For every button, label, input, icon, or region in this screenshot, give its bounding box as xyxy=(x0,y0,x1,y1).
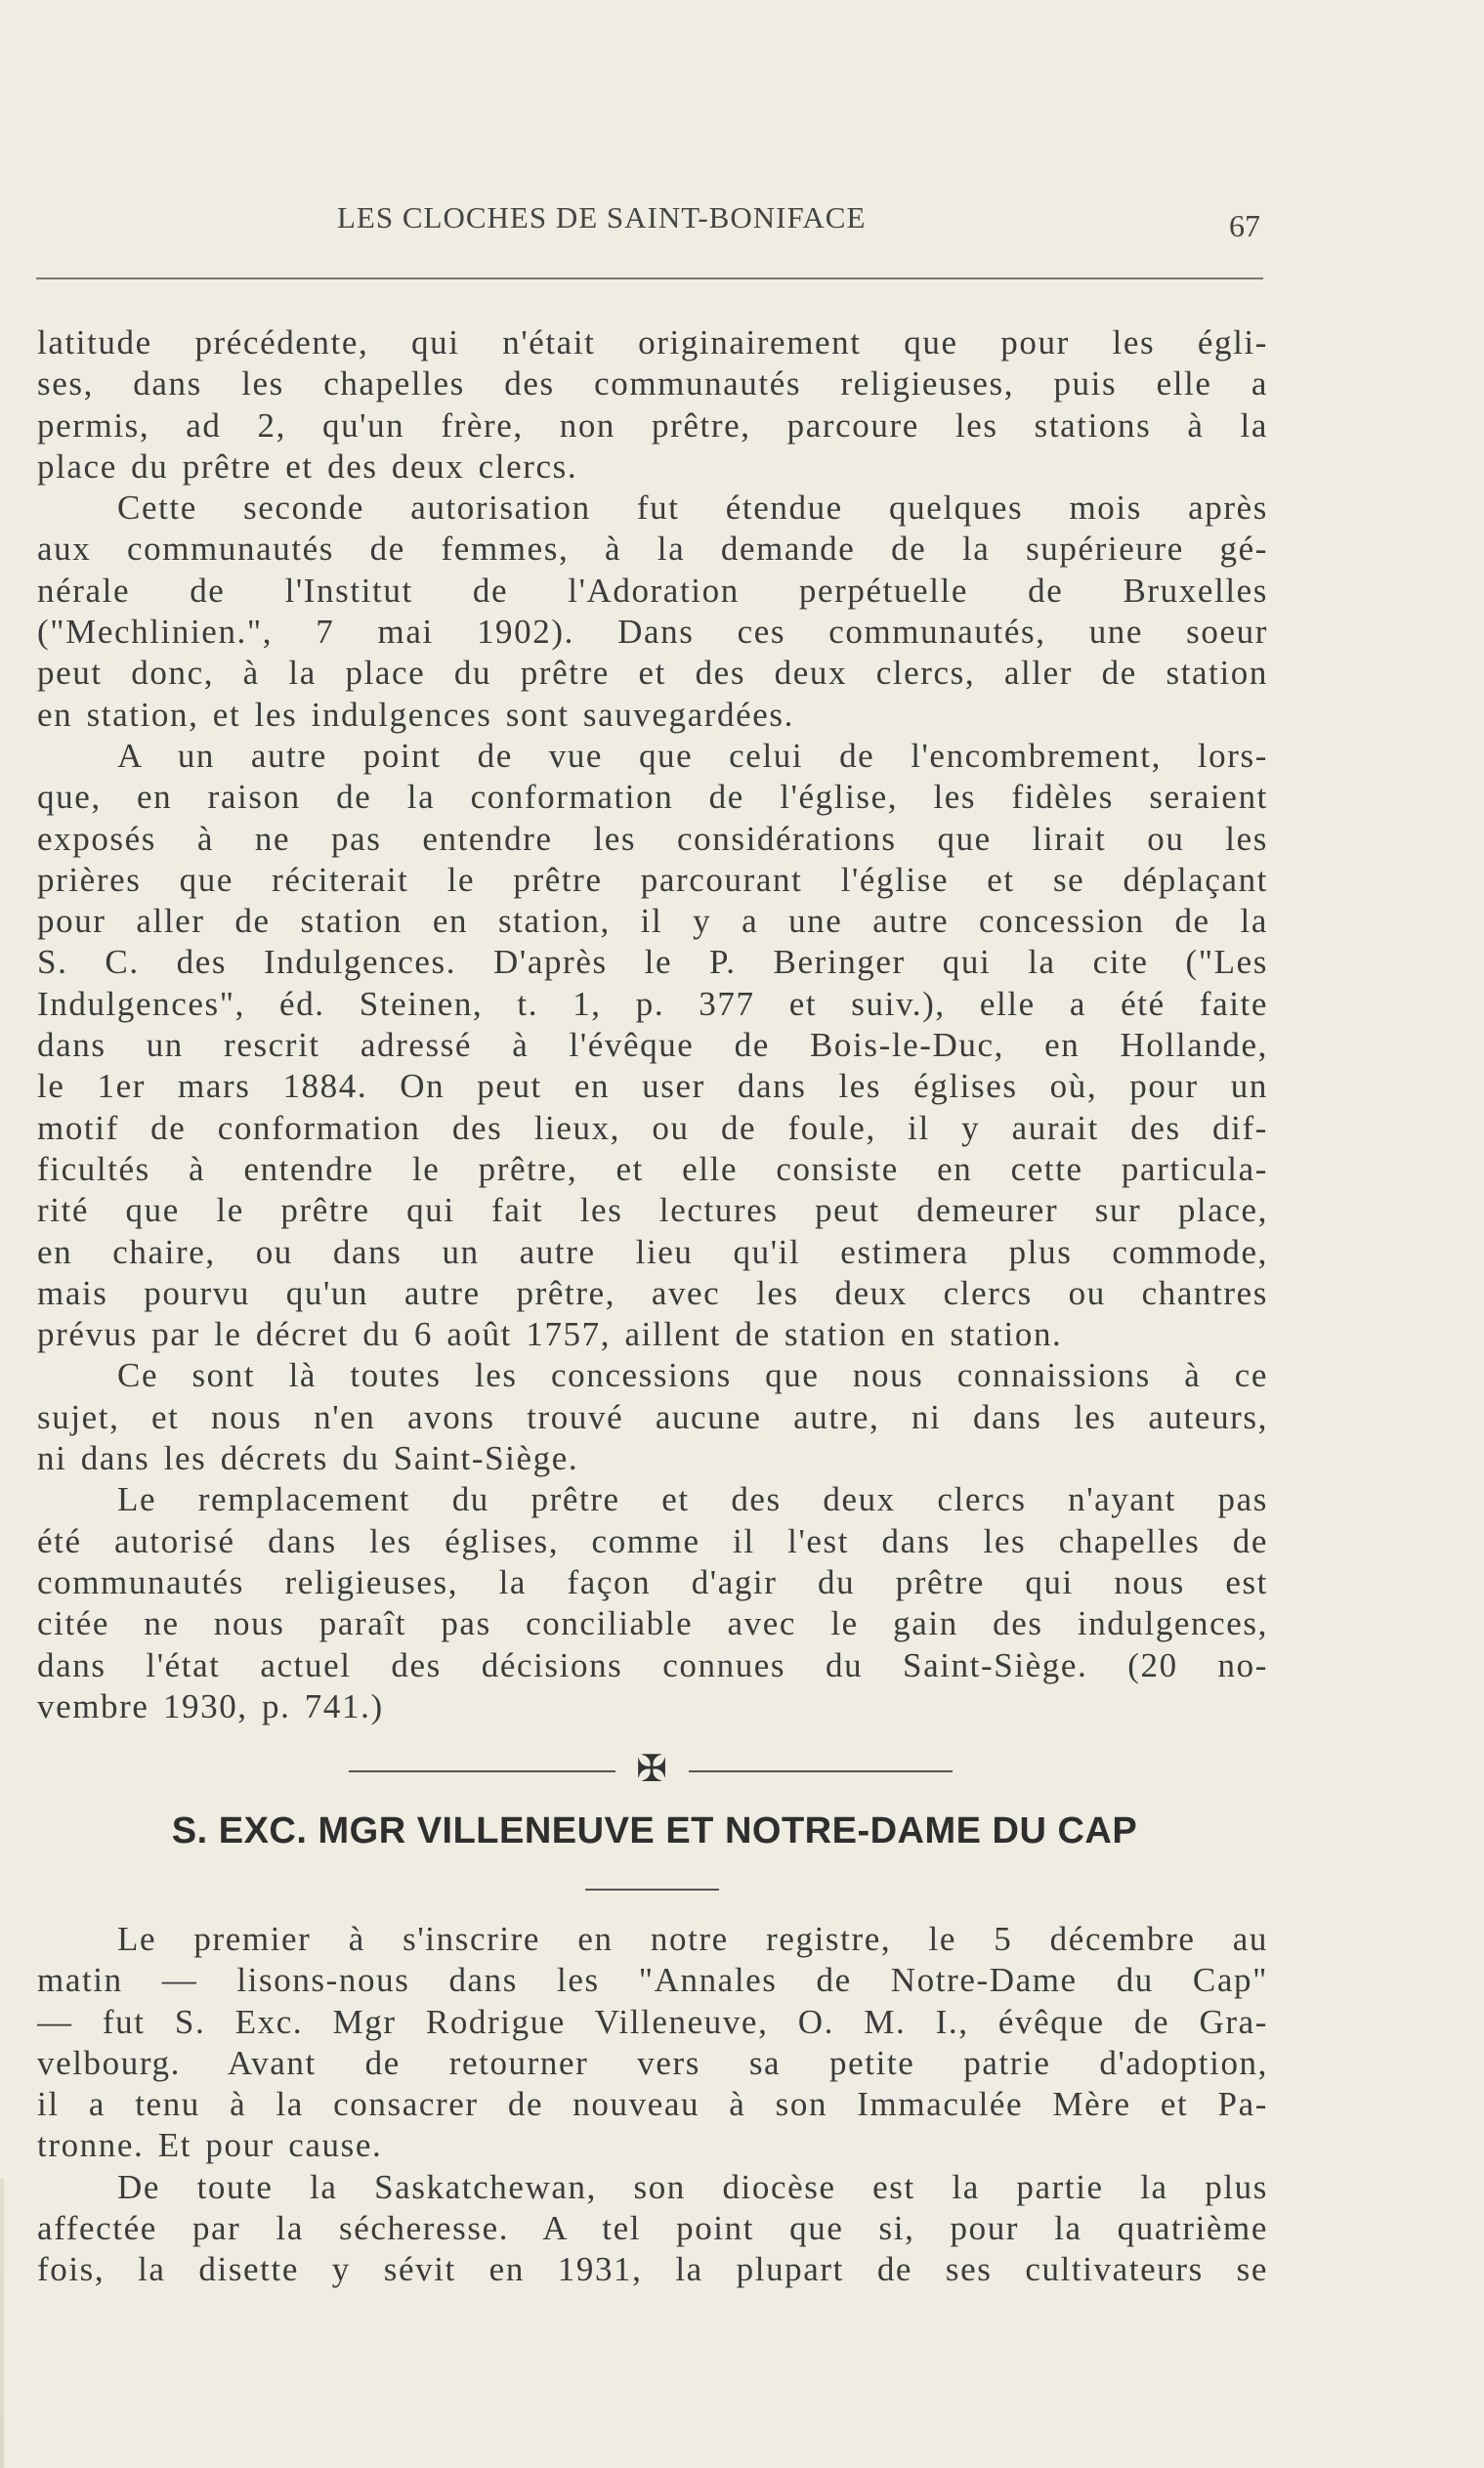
text-line: motif de conformation des lieux, ou de foule, il y aurait des dif- xyxy=(37,1108,1268,1147)
text-line: latitude précédente, qui n'était originairement que pour les égli- xyxy=(37,323,1268,362)
running-head: LES CLOCHES DE SAINT-BONIFACE xyxy=(337,200,867,234)
text-line: velbourg. Avant de retourner vers sa petite patrie d'adoption, xyxy=(37,2043,1268,2082)
text-line: place du prêtre et des deux clercs. xyxy=(37,447,578,486)
title-rule xyxy=(585,1889,719,1891)
text-line: en chaire, ou dans un autre lieu qu'il estimera plus commode, xyxy=(37,1232,1268,1271)
text-line: S. C. des Indulgences. D'après le P. Beringer qui la cite ("Les xyxy=(37,943,1268,982)
header-rule xyxy=(36,277,1263,279)
text-line: été autorisé dans les églises, comme il l'est dans les chapelles de xyxy=(37,1521,1268,1560)
text-line: Ce sont là toutes les concessions que nous connaissions à ce xyxy=(117,1356,1268,1395)
text-line: prévus par le décret du 6 août 1757, aillent de station en station. xyxy=(37,1315,1063,1354)
text-line: que, en raison de la conformation de l'église, les fidèles seraient xyxy=(37,778,1268,817)
text-line: tronne. Et pour cause. xyxy=(37,2126,383,2165)
text-line: communautés religieuses, la façon d'agir du prêtre qui nous est xyxy=(37,1562,1268,1601)
text-line: Le remplacement du prêtre et des deux clercs n'ayant pas xyxy=(117,1480,1268,1519)
text-line: peut donc, à la place du prêtre et des deux clercs, aller de station xyxy=(37,654,1268,693)
text-line: le 1er mars 1884. On peut en user dans les églises où, pour un xyxy=(37,1067,1268,1106)
page-header xyxy=(0,200,1484,243)
text-line: ses, dans les chapelles des communautés religieuses, puis elle a xyxy=(37,364,1268,404)
text-line: exposés à ne pas entendre les considérations que lirait ou les xyxy=(37,819,1268,858)
text-line: rité que le prêtre qui fait les lectures peut demeurer sur place, xyxy=(37,1191,1268,1230)
text-line: permis, ad 2, qu'un frère, non prêtre, parcoure les stations à la xyxy=(37,405,1268,445)
text-line: dans un rescrit adressé à l'évêque de Bois-le-Duc, en Hollande, xyxy=(37,1026,1268,1065)
section-separator xyxy=(0,1749,1484,1788)
text-line: Indulgences", éd. Steinen, t. 1, p. 377 et suiv.), elle a été faite xyxy=(37,984,1268,1023)
text-line: Le premier à s'inscrire en notre registre, le 5 décembre au xyxy=(117,1920,1268,1958)
page-edge-shadow xyxy=(0,2179,4,2468)
text-line: affectée par la sécheresse. A tel point que si, pour la quatrième xyxy=(37,2209,1268,2248)
separator-rule-right xyxy=(689,1770,953,1772)
maltese-cross-icon: ✠ xyxy=(636,1747,667,1790)
text-line: pour aller de station en station, il y a une autre concession de la xyxy=(37,902,1268,941)
text-line: ficultés à entendre le prêtre, et elle consiste en cette particula- xyxy=(37,1149,1268,1188)
text-line: — fut S. Exc. Mgr Rodrigue Villeneuve, O. M. I., évêque de Gra- xyxy=(37,2002,1268,2041)
text-line: A un autre point de vue que celui de l'encombrement, lors- xyxy=(117,736,1268,775)
page-number: 67 xyxy=(1229,208,1260,243)
text-line: ("Mechlinien.", 7 mai 1902). Dans ces communautés, une soeur xyxy=(37,613,1268,652)
text-line: prières que réciterait le prêtre parcourant l'église et se déplaçant xyxy=(37,860,1268,899)
text-line: Cette seconde autorisation fut étendue quelques mois après xyxy=(117,489,1268,528)
text-line: De toute la Saskatchewan, son diocèse est la partie la plus xyxy=(117,2167,1268,2206)
text-line: vembre 1930, p. 741.) xyxy=(37,1686,384,1725)
text-line: nérale de l'Institut de l'Adoration perpétuelle de Bruxelles xyxy=(37,571,1268,610)
text-line: aux communautés de femmes, à la demande de la supérieure gé- xyxy=(37,530,1268,569)
text-line: mais pourvu qu'un autre prêtre, avec les deux clercs ou chantres xyxy=(37,1273,1268,1312)
text-line: citée ne nous paraît pas conciliable avec le gain des indulgences, xyxy=(37,1604,1268,1643)
text-line: dans l'état actuel des décisions connues du Saint-Siège. (20 no- xyxy=(37,1645,1268,1684)
text-line: sujet, et nous n'en avons trouvé aucune autre, ni dans les auteurs, xyxy=(37,1397,1268,1436)
body-text-section-1 xyxy=(37,322,1268,1727)
text-line: il a tenu à la consacrer de nouveau à son Immaculée Mère et Pa- xyxy=(37,2085,1268,2124)
text-line: ni dans les décrets du Saint-Siège. xyxy=(37,1439,579,1478)
section-title: S. EXC. MGR VILLENEUVE ET NOTRE-DAME DU CAP xyxy=(171,1810,1138,1851)
text-line: en station, et les indulgences sont sauvegardées. xyxy=(37,695,794,734)
text-line: fois, la disette y sévit en 1931, la plupart de ses cultivateurs se xyxy=(37,2250,1268,2289)
text-line: matin — lisons-nous dans les "Annales de Notre-Dame du Cap" xyxy=(37,1961,1268,2000)
body-text-section-2 xyxy=(37,1919,1268,2291)
separator-rule-left xyxy=(349,1770,615,1772)
